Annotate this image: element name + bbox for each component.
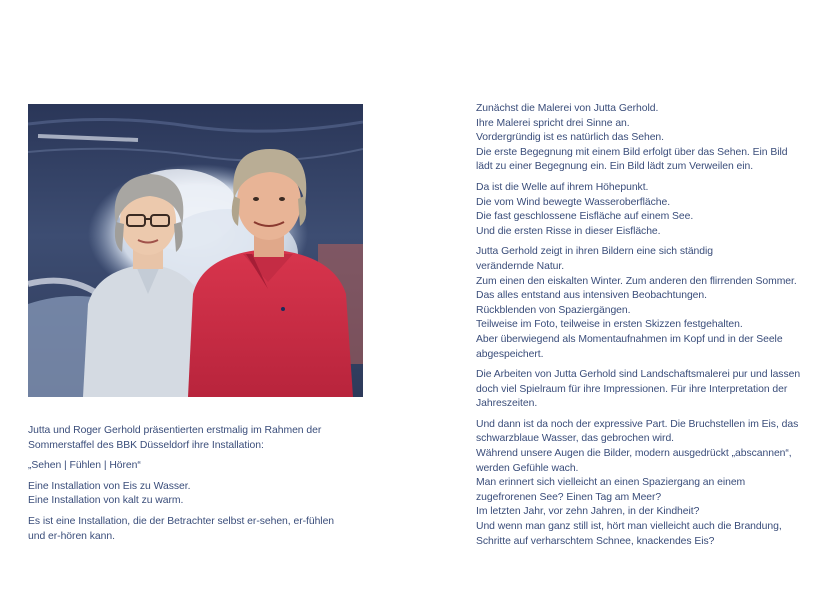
text-line: zugefrorenen See? Einen Tag am Meer? [476, 491, 662, 503]
text-line: Und die ersten Risse in dieser Eisfläche. [476, 225, 661, 237]
paragraph [476, 368, 816, 412]
paragraph [28, 515, 358, 544]
text-line: Da ist die Welle auf ihrem Höhepunkt. [476, 181, 649, 193]
text-line: Zum einen den eiskalten Winter. Zum anderen den flirrenden Sommer. [476, 275, 797, 287]
text-line: Die erste Begegnung mit einem Bild erfolgt über das Sehen. Ein Bild [476, 146, 788, 158]
essay-text [476, 102, 816, 555]
text-line: werden Gefühle wach. [476, 462, 579, 474]
text-line: Während unsere Augen die Bilder, modern ausgedrückt „abscannen“, [476, 448, 792, 460]
text-line: Zunächst die Malerei von Jutta Gerhold. [476, 103, 659, 114]
text-line: Die fast geschlossene Eisfläche auf einem See. [476, 211, 694, 223]
text-line: und er-hören kann. [28, 530, 115, 542]
text-line: Jutta Gerhold zeigt in ihren Bildern eine sich ständig [476, 246, 714, 258]
artist-photo [28, 104, 363, 397]
text-line: Sommerstaffel des BBK Düsseldorf ihre Installation: [28, 439, 264, 451]
text-line: Vordergründig ist es natürlich das Sehen. [476, 132, 664, 144]
text-line: verändernde Natur. [476, 260, 565, 272]
paragraph [28, 424, 358, 453]
text-line: Jahreszeiten. [476, 398, 538, 410]
text-line: Im letzten Jahr, vor zehn Jahren, in der Kindheit? [476, 506, 700, 518]
installation-title: „Sehen | Fühlen | Hören“ [28, 460, 141, 472]
text-line: Rückblenden von Spaziergängen. [476, 304, 631, 316]
text-line: Schritte auf verharschtem Schnee, knackendes Eis? [476, 535, 715, 547]
text-line: Jutta und Roger Gerhold präsentierten erstmalig im Rahmen der [28, 425, 322, 436]
text-line: Und wenn man ganz still ist, hört man vielleicht auch die Brandung, [476, 521, 782, 533]
text-line: doch viel Spielraum für ihre Impressionen. Für ihre Interpretation der [476, 383, 788, 395]
text-line: Es ist eine Installation, die der Betrachter selbst er-sehen, er-fühlen [28, 515, 335, 527]
text-line: Ihre Malerei spricht drei Sinne an. [476, 117, 630, 129]
paragraph [476, 102, 816, 175]
intro-text [28, 424, 358, 550]
text-line: Eine Installation von Eis zu Wasser. [28, 480, 191, 492]
paragraph [476, 245, 816, 362]
text-line: Teilweise im Foto, teilweise in ersten Skizzen festgehalten. [476, 319, 743, 331]
paragraph [28, 459, 358, 474]
paragraph [476, 181, 816, 239]
paragraph [476, 418, 816, 549]
text-line: Die vom Wind bewegte Wasseroberfläche. [476, 196, 671, 208]
text-line: schwarzblaue Wasser, das gebrochen wird. [476, 433, 675, 445]
text-line: Das alles entstand aus intensiven Beobachtungen. [476, 290, 707, 302]
paragraph [28, 480, 358, 509]
text-line: Man erinnert sich vielleicht an einen Spaziergang an einem [476, 477, 746, 489]
text-line: Eine Installation von kalt zu warm. [28, 495, 184, 507]
text-line: Und dann ist da noch der expressive Part. Die Bruchstellen im Eis, das [476, 418, 799, 430]
text-line: Aber überwiegend als Momentaufnahmen im Kopf und in der Seele [476, 333, 783, 345]
text-line: abgespeichert. [476, 348, 544, 360]
text-line: Die Arbeiten von Jutta Gerhold sind Landschaftsmalerei pur und lassen [476, 369, 801, 381]
text-line: lädt zu einer Begegnung ein. Ein Bild lädt zum Verweilen ein. [476, 161, 754, 173]
